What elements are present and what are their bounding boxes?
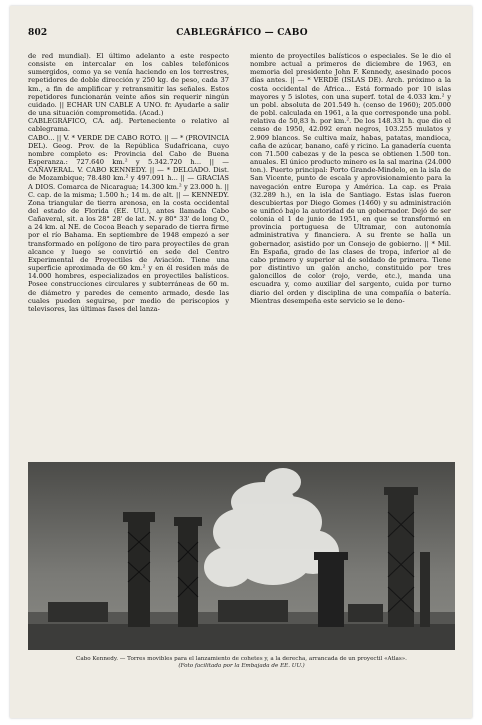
encyclopedia-page	[10, 6, 472, 718]
page-number: 802	[28, 28, 48, 38]
entry-cabo: CABO... || V. * VERDE DE CABO ROTO. || — * (PROVINCIA DEL). Geog. Prov. de la República Sudafricana, cuyo nombre completo es: Provincia del Cabo de Buena Esperanza.: 727.640 km.² y 5.342.720 h... || — CAÑAVERAL. V. CABO KENNEDY. || — * DELGADO. Dist. de Mozambique; 78.480 km.² y 497.091 h... || — GRACIAS A DIOS. Comarca de Nicaragua; 14.300 km.² y 23.000 h. || C. cap. de la misma; 1.500 h.; 14 m. de alt. || — KENNEDY. Zona triangular de tierra arenosa, en la costa occidental del estado de Florida (EE. UU.), antes llamada Cabo Cañaveral, sit. a los 28° 28' de lat. N. y 80° 33' de long O., a 24 km. al NE. de Cocoa Beach y separado de tierra firme por el río Bahama. En septiembre de 1948 empezó a ser transformado en polígono de tiro para proyectiles de gran alcance y luego se convirtió en sede del Centro Experimental de Proyectiles de Aviación. Tiene una superficie aproximada de 60 km.² y en él residen más de 14.000 hombres, especializados en proyectiles balísticos. Posee construcciones circulares y subterráneas de 60 m. de diámetro y paredes de cemento armado, desde las cuales pueden seguirse, por medio de periscopios y televisores, las últimas fases del lanza-	[28, 133, 229, 313]
photo-credit: (Foto facilitada por la Embajada de EE. UU.)	[178, 663, 305, 669]
page-header	[28, 28, 456, 40]
right-column	[250, 52, 451, 456]
entry-cable-continuation: de red mundial). El último adelanto a este respecto consiste en intercalar en los cables telefónicos sumergidos, como ya se venía haciendo en los terrestres, repetidores de doble dirección y 250 kg. de peso, cada 37 km., a fin de amplificar y retransmitir las señales. Estos repetidores funcionarán veinte años sin requerir ningún cuidado. || ECHAR UN CABLE A UNO. fr. Ayudarle a salir de una situación comprometida. (Acad.)	[28, 52, 229, 118]
figure-caption	[28, 656, 455, 670]
left-column	[28, 52, 229, 456]
launch-tower-center	[314, 552, 348, 627]
caption-text: Cabo Kennedy. — Torres movibles para el lanzamiento de cohetes y, a la derecha, arrancada de un proyectil «Atlas».	[76, 656, 407, 662]
launch-towers-photo	[28, 462, 455, 650]
entry-cabo-continuation: miento de proyectiles balísticos o especiales. Se le dio el nombre actual a primeros de diciembre de 1963, en memoria del presidente John F. Kennedy, asesinado pocos días antes. || — * VERDE (ISLAS DE). Arch. próximo a la costa occidental de África... Está formado por 10 islas mayores y 5 islotes, con una superf. total de 4.033 km.² y un pobl. absoluta de 201.549 h. (censo de 1960); 205.000 de pobl. calculada en 1961, a la que corresponde una pobl. relativa de 50,83 h. por km.². De los 148.331 h. que dio el censo de 1950, 42.092 eran negros, 103.255 mulatos y 2.909 blancos. Se cultiva maíz, habas, patatas, mandioca, caña de azúcar, banano, café y ricino. La ganadería cuenta con 71.500 cabezas y de la pesca se obtienen 1.500 ton. anuales. El único producto minero es la sal marina (24.000 ton.). Puerto principal: Porto Grande-Mindelo, en la isla de San Vicente, punto de escala y aprovisionamiento para la navegación entre Europa y América. La cap. es Praia (32.289 h.), en la isla de Santiago. Estas islas fueron descubiertas por Diego Gomes (1460) y su administración se unificó bajo la autoridad de un gobernador. Dejó de ser colonia el 1 de junio de 1951, en que se transformó en provincia portuguesa de Ultramar, con autonomía administrativa y financiera. A su frente se halla un gobernador, asistido por un Consejo de gobierno. || * Mil. En España, grado de las clases de tropa, inferior al de cabo primero y superior al de soldado de primera. Tiene por distintivo un galón ancho, constituido por tres galoncillos de color (rojo, verde, etc.), manda una escuadra y, como auxiliar del sargento, cuida por turno diario del orden y disciplina de una compañía o batería. Mientras desempeña este servicio se le deno-	[250, 52, 451, 305]
entry-cablegrafico: CABLEGRÁFICO, CA. adj. Perteneciente o relativo al cablegrama.	[28, 117, 229, 134]
running-head: CABLEGRÁFICO — CABO	[176, 28, 308, 38]
